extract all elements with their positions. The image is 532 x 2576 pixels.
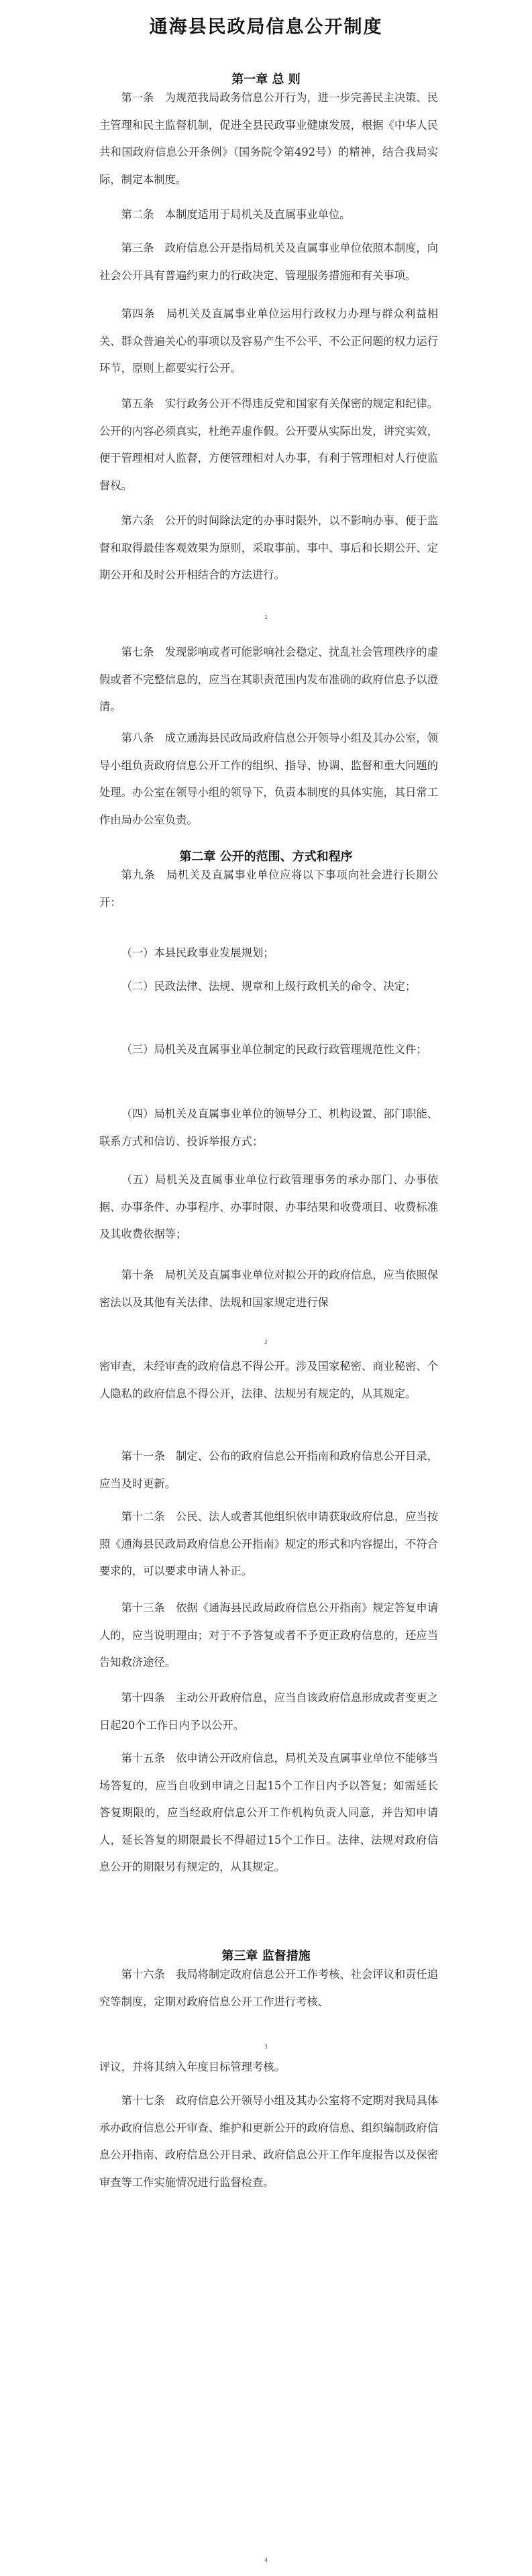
article-9-item-3: （三）局机关及直属事业单位制定的民政行政管理规范性文件； (121, 1043, 427, 1056)
article-9-item-4: （四）局机关及直属事业单位的领导分工、机构设置、部门职能、联系方式和信访、投诉举报方式； (99, 1107, 438, 1148)
chapter-2-heading: 第二章 公开的范围、方式和程序 (179, 850, 353, 864)
article-9: 第九条 局机关及直属事业单位应将以下事项向社会进行长期公开： (99, 869, 438, 909)
article-15: 第十五条 依申请公开政府信息，局机关及直属事业单位不能够当场答复的，应当自收到申请之日起15个工作日内予以答复；如需延长答复期限的，应当经政府信息公开工作机构负责人同意，并告知申请人，延长答复的期限最长不得超过15个工作日。法律、法规对政府信息公开的期限另有规定的，从其规定。 (99, 1752, 438, 1873)
chapter-3-heading: 第三章 监督措施 (221, 1949, 311, 1963)
page-number: 1 (264, 614, 268, 620)
page-number: 4 (264, 2557, 268, 2563)
article-8: 第八条 成立通海县民政局政府信息公开领导小组及其办公室，领导小组负责政府信息公开工作的组织、指导、协调、监督和重大问题的处理。办公室在领导小组的领导下，负责本制度的具体实施，其日常工作由局办公室负责。 (99, 732, 438, 826)
document-title: 通海县民政局信息公开制度 (149, 17, 383, 38)
article-5: 第五条 实行政务公开不得违反党和国家有关保密的规定和纪律。公开的内容必须真实，杜绝弄虚作假。公开要从实际出发，讲究实效，便于管理相对人监督，方便管理相对人办事，有利于管理相对人行使监督权。 (99, 397, 438, 492)
article-9-item-2: （二）民政法律、法规、规章和上级行政机关的命令、决定； (121, 980, 417, 993)
article-1: 第一条 为规范我局政务信息公开行为，进一步完善民主决策、民主管理和民主监督机制，促进全县民政事业健康发展，根据《中华人民共和国政府信息公开条例》（国务院令第492号）的精神，结合我局实际，制定本制度。 (99, 91, 438, 186)
chapter-1-heading: 第一章 总 则 (231, 72, 301, 87)
article-6: 第六条 公开的时间除法定的办事时限外，以不影响办事、便于监督和取得最佳客观效果为原则，采取事前、事中、事后和长期公开、定期公开和及时公开相结合的方法进行。 (99, 514, 438, 581)
page-number: 2 (264, 1339, 268, 1345)
article-4: 第四条 局机关及直属事业单位运用行政权力办理与群众利益相关、群众普遍关心的事项以及容易产生不公平、不公正问题的权力运行环节，原则上都要实行公开。 (99, 307, 438, 375)
article-7: 第七条 发现影响或者可能影响社会稳定、扰乱社会管理秩序的虚假或者不完整信息的，应当在其职责范围内发布准确的政府信息予以澄清。 (99, 646, 438, 713)
article-14: 第十四条 主动公开政府信息，应当自该政府信息形成或者变更之日起20个工作日内予以公开。 (99, 1691, 438, 1732)
article-3: 第三条 政府信息公开是指局机关及直属事业单位依照本制度，向社会公开具有普遍约束力的行政决定、管理服务措施和有关事项。 (99, 242, 438, 282)
article-9-item-5: （五）局机关及直属事业单位行政管理事务的承办部门、办事依据、办事条件、办事程序、办事时限、办事结果和收费项目、收费标准及其收费依据等； (99, 1173, 438, 1240)
article-9-item-1: （一）本县民政事业发展规划； (121, 946, 274, 959)
article-13: 第十三条 依据《通海县民政局政府信息公开指南》规定答复申请人的，应当说明理由；对于不予答复或者不予更正政府信息的，还应当告知救济途径。 (99, 1601, 438, 1669)
article-16-part-2: 评议，并将其纳入年度目标管理考核。 (99, 2061, 285, 2073)
article-10-part-2: 密审查，未经审查的政府信息不得公开。涉及国家秘密、商业秘密、个人隐私的政府信息不得公开，法律、法规另有规定的，从其规定。 (99, 1360, 438, 1400)
article-17: 第十七条 政府信息公开领导小组及其办公室将不定期对我局具体承办政府信息公开审查、维护和更新公开的政府信息、组织编制政府信息公开指南、政府信息公开目录、政府信息公开工作年度报告以及保密审查等工作实施情况进行监督检查。 (99, 2094, 438, 2189)
article-16-part-1: 第十六条 我局将制定政府信息公开工作考核、社会评议和责任追究等制度，定期对政府信息公开工作进行考核、 (99, 1968, 438, 2008)
article-2: 第二条 本制度适用于局机关及直属事业单位。 (121, 208, 351, 221)
page-number: 3 (264, 2044, 268, 2050)
article-10-part-1: 第十条 局机关及直属事业单位对拟公开的政府信息，应当依照保密法以及其他有关法律、法规和国家规定进行保 (99, 1269, 438, 1309)
article-12: 第十二条 公民、法人或者其他组织依申请获取政府信息，应当按照《通海县民政局政府信息公开指南》规定的形式和内容提出，不符合要求的，可以要求申请人补正。 (99, 1510, 438, 1577)
article-11: 第十一条 制定、公布的政府信息公开指南和政府信息公开目录，应当及时更新。 (99, 1450, 438, 1490)
